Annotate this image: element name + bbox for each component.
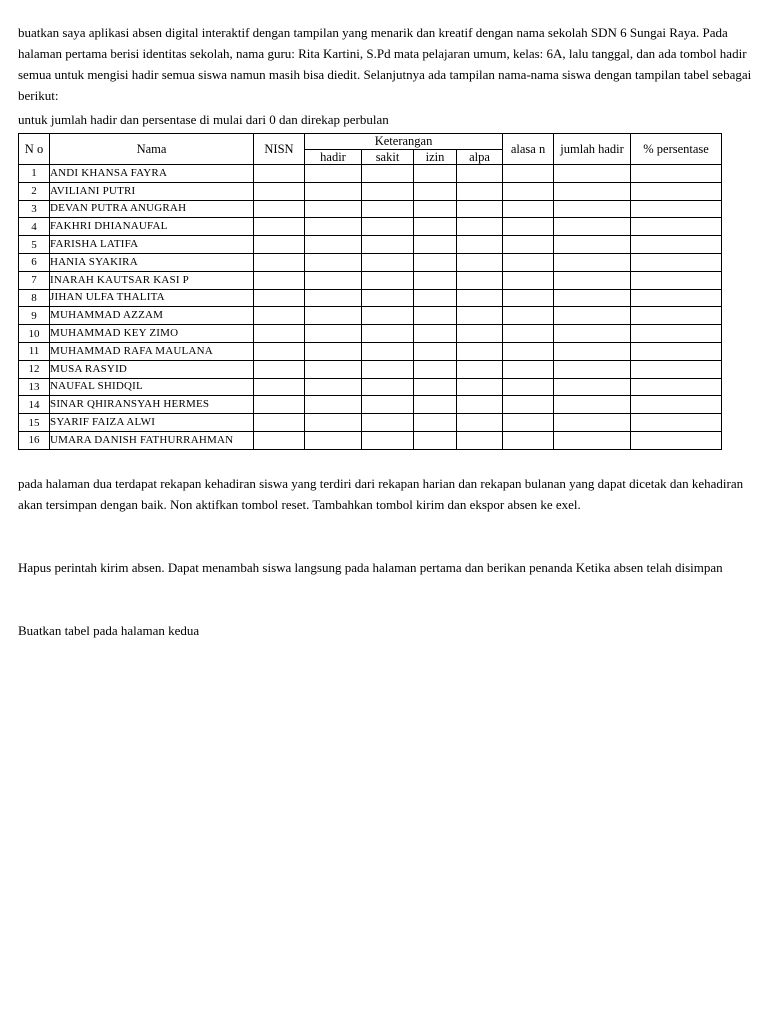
header-keterangan: Keterangan [305,134,503,150]
nisn-cell [254,182,305,200]
jumlah-hadir-cell [554,378,631,396]
row-number: 13 [19,378,50,396]
header-nisn: NISN [254,134,305,165]
izin-cell [414,289,457,307]
persentase-cell [631,218,722,236]
jumlah-hadir-cell [554,360,631,378]
alpa-cell [457,396,503,414]
izin-cell [414,271,457,289]
alasan-cell [503,431,554,449]
hadir-cell [305,289,362,307]
persentase-cell [631,342,722,360]
persentase-cell [631,253,722,271]
alpa-cell [457,431,503,449]
student-name: ANDI KHANSA FAYRA [50,165,254,183]
table-row [19,342,722,360]
alasan-cell [503,182,554,200]
nisn-cell [254,218,305,236]
nisn-cell [254,165,305,183]
table-row [19,289,722,307]
header-izin: izin [414,150,457,165]
hadir-cell [305,271,362,289]
row-number: 15 [19,414,50,432]
student-name: DEVAN PUTRA ANUGRAH [50,200,254,218]
hadir-cell [305,342,362,360]
row-number: 16 [19,431,50,449]
izin-cell [414,200,457,218]
jumlah-hadir-cell [554,200,631,218]
sakit-cell [362,182,414,200]
table-row [19,271,722,289]
alpa-cell [457,342,503,360]
alasan-cell [503,289,554,307]
sakit-cell [362,378,414,396]
table-row [19,236,722,254]
jumlah-hadir-cell [554,414,631,432]
alasan-cell [503,165,554,183]
alasan-cell [503,378,554,396]
hadir-cell [305,200,362,218]
izin-cell [414,378,457,396]
student-name: MUHAMMAD RAFA MAULANA [50,342,254,360]
alpa-cell [457,325,503,343]
alasan-cell [503,396,554,414]
sakit-cell [362,200,414,218]
jumlah-hadir-cell [554,218,631,236]
student-name: HANIA SYAKIRA [50,253,254,271]
table-row [19,182,722,200]
persentase-cell [631,396,722,414]
nisn-cell [254,271,305,289]
second-table-paragraph: Buatkan tabel pada halaman kedua [18,623,200,638]
note-paragraph: untuk jumlah hadir dan persentase di mulai dari 0 dan direkap perbulan [18,112,389,127]
alpa-cell [457,236,503,254]
jumlah-hadir-cell [554,342,631,360]
attendance-table [18,133,722,450]
student-name: INARAH KAUTSAR KASI P [50,271,254,289]
izin-cell [414,342,457,360]
sakit-cell [362,360,414,378]
sakit-cell [362,289,414,307]
header-persentase: % persentase [631,134,722,165]
alpa-cell [457,307,503,325]
jumlah-hadir-cell [554,271,631,289]
nisn-cell [254,289,305,307]
izin-cell [414,253,457,271]
alasan-cell [503,414,554,432]
sakit-cell [362,271,414,289]
hadir-cell [305,236,362,254]
nisn-cell [254,396,305,414]
persentase-cell [631,271,722,289]
persentase-cell [631,325,722,343]
nisn-cell [254,378,305,396]
row-number: 11 [19,342,50,360]
row-number: 3 [19,200,50,218]
persentase-cell [631,378,722,396]
izin-cell [414,218,457,236]
delete-instruction-paragraph: Hapus perintah kirim absen. Dapat menambah siswa langsung pada halaman pertama dan berikan penanda Ketika absen telah disimpan [18,560,723,575]
header-hadir: hadir [305,150,362,165]
table-row [19,307,722,325]
hadir-cell [305,253,362,271]
row-number: 9 [19,307,50,325]
alasan-cell [503,253,554,271]
header-alasan: alasa n [503,134,554,165]
table-row [19,165,722,183]
alpa-cell [457,289,503,307]
header-no: N o [19,134,50,165]
hadir-cell [305,182,362,200]
izin-cell [414,431,457,449]
sakit-cell [362,165,414,183]
student-name: SINAR QHIRANSYAH HERMES [50,396,254,414]
alpa-cell [457,271,503,289]
jumlah-hadir-cell [554,307,631,325]
alpa-cell [457,182,503,200]
alpa-cell [457,218,503,236]
hadir-cell [305,325,362,343]
table-row [19,431,722,449]
alasan-cell [503,236,554,254]
alpa-cell [457,253,503,271]
table-row [19,200,722,218]
nisn-cell [254,200,305,218]
alasan-cell [503,218,554,236]
row-number: 4 [19,218,50,236]
alpa-cell [457,360,503,378]
student-name: MUSA RASYID [50,360,254,378]
izin-cell [414,307,457,325]
student-name: UMARA DANISH FATHURRAHMAN [50,431,254,449]
table-row [19,360,722,378]
sakit-cell [362,396,414,414]
sakit-cell [362,218,414,236]
sakit-cell [362,236,414,254]
header-nama: Nama [50,134,254,165]
alasan-cell [503,271,554,289]
nisn-cell [254,414,305,432]
izin-cell [414,360,457,378]
izin-cell [414,396,457,414]
sakit-cell [362,342,414,360]
nisn-cell [254,236,305,254]
izin-cell [414,414,457,432]
student-name: MUHAMMAD AZZAM [50,307,254,325]
row-number: 8 [19,289,50,307]
row-number: 2 [19,182,50,200]
alpa-cell [457,200,503,218]
row-number: 6 [19,253,50,271]
header-alpa: alpa [457,150,503,165]
table-row [19,414,722,432]
student-name: NAUFAL SHIDQIL [50,378,254,396]
student-name: JIHAN ULFA THALITA [50,289,254,307]
jumlah-hadir-cell [554,396,631,414]
persentase-cell [631,307,722,325]
row-number: 10 [19,325,50,343]
intro-paragraph: buatkan saya aplikasi absen digital interaktif dengan tampilan yang menarik dan kreatif dengan nama sekolah SDN 6 Sungai Raya. Pada halaman pertama berisi identitas sekolah, nama guru: Rita Kartini, S.Pd mata pelajaran umum, kelas: 6A, lalu tanggal, dan ada tombol hadir semua untuk mengisi hadir semua siswa namun masih bisa diedit. Selanjutnya ada tampilan nama-nama siswa dengan tampilan tabel sebagai berikut: [18,25,752,103]
student-name: SYARIF FAIZA ALWI [50,414,254,432]
row-number: 1 [19,165,50,183]
alasan-cell [503,360,554,378]
sakit-cell [362,431,414,449]
jumlah-hadir-cell [554,325,631,343]
hadir-cell [305,165,362,183]
nisn-cell [254,253,305,271]
header-jumlah-hadir: jumlah hadir [554,134,631,165]
row-number: 14 [19,396,50,414]
student-name: FAKHRI DHIANAUFAL [50,218,254,236]
table-row [19,378,722,396]
nisn-cell [254,431,305,449]
hadir-cell [305,378,362,396]
persentase-cell [631,200,722,218]
persentase-cell [631,165,722,183]
hadir-cell [305,218,362,236]
row-number: 7 [19,271,50,289]
jumlah-hadir-cell [554,236,631,254]
sakit-cell [362,253,414,271]
izin-cell [414,182,457,200]
sakit-cell [362,307,414,325]
alasan-cell [503,325,554,343]
persentase-cell [631,414,722,432]
student-name: FARISHA LATIFA [50,236,254,254]
row-number: 12 [19,360,50,378]
row-number: 5 [19,236,50,254]
nisn-cell [254,342,305,360]
jumlah-hadir-cell [554,253,631,271]
page-two-paragraph: pada halaman dua terdapat rekapan kehadiran siswa yang terdiri dari rekapan harian dan rekapan bulanan yang dapat dicetak dan kehadiran akan tersimpan dengan baik. Non aktifkan tombol reset. Tambahkan tombol kirim dan ekspor absen ke exel. [18,476,744,512]
header-sakit: sakit [362,150,414,165]
sakit-cell [362,414,414,432]
student-name: MUHAMMAD KEY ZIMO [50,325,254,343]
table-body [19,165,722,450]
jumlah-hadir-cell [554,165,631,183]
alpa-cell [457,378,503,396]
nisn-cell [254,325,305,343]
alpa-cell [457,414,503,432]
izin-cell [414,236,457,254]
hadir-cell [305,396,362,414]
persentase-cell [631,360,722,378]
jumlah-hadir-cell [554,182,631,200]
persentase-cell [631,431,722,449]
jumlah-hadir-cell [554,431,631,449]
persentase-cell [631,182,722,200]
izin-cell [414,325,457,343]
nisn-cell [254,307,305,325]
table-row [19,325,722,343]
alasan-cell [503,342,554,360]
alasan-cell [503,307,554,325]
hadir-cell [305,414,362,432]
alasan-cell [503,200,554,218]
table-row [19,396,722,414]
persentase-cell [631,236,722,254]
table-row [19,253,722,271]
hadir-cell [305,307,362,325]
nisn-cell [254,360,305,378]
izin-cell [414,165,457,183]
table-row [19,218,722,236]
alpa-cell [457,165,503,183]
hadir-cell [305,360,362,378]
student-name: AVILIANI PUTRI [50,182,254,200]
hadir-cell [305,431,362,449]
jumlah-hadir-cell [554,289,631,307]
sakit-cell [362,325,414,343]
persentase-cell [631,289,722,307]
